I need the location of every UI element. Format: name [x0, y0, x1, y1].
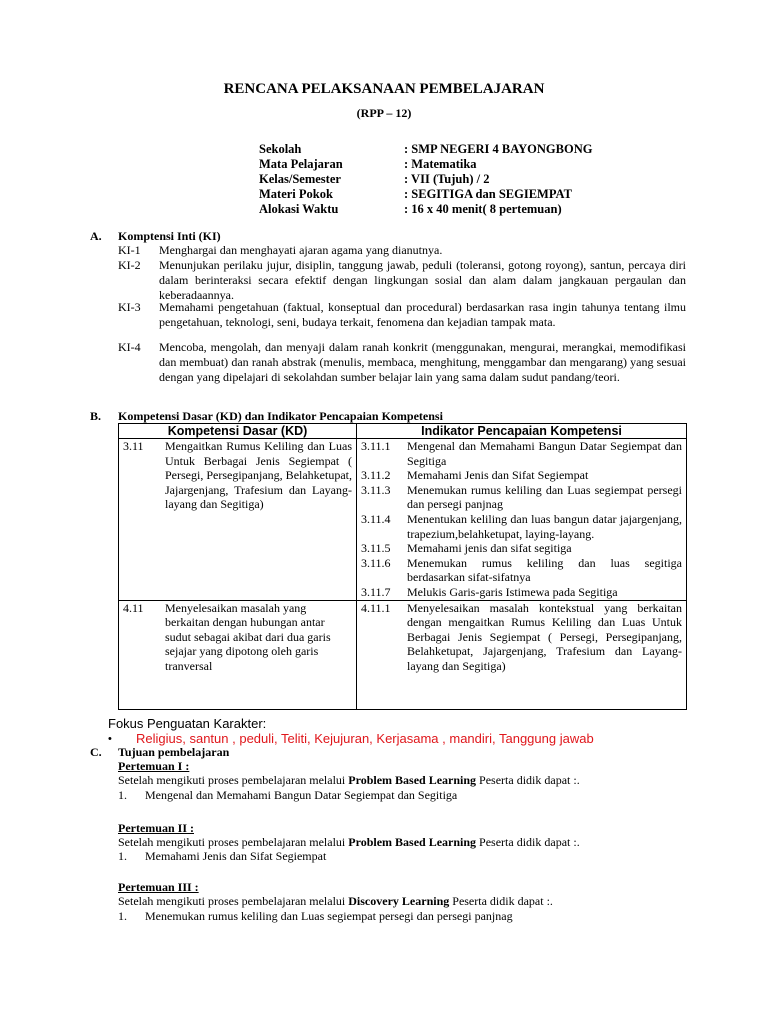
meeting-item-number: 1. [118, 849, 127, 863]
indicator-code: 3.11.4 [361, 511, 391, 526]
section-b-heading: Kompetensi Dasar (KD) dan Indikator Pencapaian Kompetensi [118, 409, 443, 423]
indicator-code: 3.11.6 [361, 555, 391, 570]
indicator-text: Memahami Jenis dan Sifat Segiempat [407, 468, 589, 483]
indicator-text: Memahami jenis dan sifat segitiga [407, 541, 572, 556]
meeting-item-number: 1. [118, 788, 127, 802]
section-c-heading: Tujuan pembelajaran [118, 745, 230, 759]
indicator-code: 3.11.1 [361, 439, 391, 453]
kd-cell [119, 439, 357, 601]
indicator-item [361, 512, 682, 541]
section-c-letter: C. [90, 745, 102, 759]
meeting-title: Pertemuan I : [118, 759, 190, 773]
meeting-title: Pertemuan III : [118, 880, 199, 894]
indicator-text: Menyelesaikan masalah kontekstual yang berkaitan dengan mengaitkan Rumus Keliling dan Luas Untuk Berbagai Jenis Segiempat ( Persegi, Persegipanjang, Belahketupat, Jajargenjang, Trafesium dan Layang-layang dan Segitiga) [407, 600, 682, 673]
learning-method: Discovery Learning [348, 894, 450, 908]
indicator-item [361, 601, 682, 674]
indicator-text: Mengenal dan Memahami Bangun Datar Segiempat dan Segitiga [407, 439, 682, 468]
ki-text: Menghargai dan menghayati ajaran agama yang dianutnya. [159, 243, 443, 257]
identity-value: : SMP NEGERI 4 BAYONGBONG [404, 142, 593, 156]
meeting-title: Pertemuan II : [118, 821, 194, 835]
indicator-item [361, 483, 682, 512]
identity-label: Alokasi Waktu [259, 202, 339, 216]
indicator-cell [357, 600, 687, 709]
indicator-code: 4.11.1 [361, 600, 391, 615]
identity-value: : VII (Tujuh) / 2 [404, 172, 490, 186]
bullet-icon: • [108, 733, 112, 745]
kd-text: Menyelesaikan masalah yang berkaitan dengan hubungan antar sudut sebagai akibat dari dua garis sejajar yang dipotong oleh garis tranversal [165, 600, 331, 673]
ki-text: Mencoba, mengolah, dan menyaji dalam ranah konkrit (menggunakan, mengurai, merangkai, memodifikasi dan membuat) dan ranah abstrak (menulis, membaca, menghitung, menggambar dan mengarang) yang sesuai dengan yang dipelajari di sekolahdan sumber belajar lain yang sama dalam sudut pandang/teori. [159, 340, 686, 385]
table-row [119, 439, 687, 601]
kd-item [123, 439, 352, 512]
ki-text: Memahami pengetahuan (faktual, konseptual dan procedural) berdasarkan rasa ingin tahunya tentang ilmu pengetahuan, teknologi, seni, budaya terkait, fenomena dan kejadian tampak mata. [159, 300, 686, 330]
identity-label: Kelas/Semester [259, 172, 341, 186]
table-row [119, 600, 687, 709]
ki-code: KI-3 [118, 300, 141, 314]
meeting-intro: Setelah mengikuti proses pembelajaran melalui Problem Based Learning Peserta didik dapat :. [118, 773, 580, 787]
indicator-item [361, 468, 682, 483]
meeting-item: Menemukan rumus keliling dan Luas segiempat persegi dan persegi panjnag [145, 909, 513, 923]
kd-cell [119, 600, 357, 709]
kd-item [123, 601, 352, 674]
table-header-indicator: Indikator Pencapaian Kompetensi [357, 424, 687, 439]
ki-code: KI-1 [118, 243, 141, 257]
indicator-code: 3.11.7 [361, 584, 391, 599]
identity-value: : Matematika [404, 157, 477, 171]
table-header-row [119, 424, 687, 439]
indicator-item [361, 585, 682, 600]
meeting-item-number: 1. [118, 909, 127, 923]
ki-code: KI-4 [118, 340, 141, 354]
indicator-text: Menentukan keliling dan luas bangun datar jajargenjang, trapezium,belahketupat, laying-layang. [407, 511, 682, 541]
kd-code: 4.11 [123, 600, 144, 615]
indicator-item [361, 556, 682, 585]
meeting-intro: Setelah mengikuti proses pembelajaran melalui Problem Based Learning Peserta didik dapat :. [118, 835, 580, 849]
meeting-item: Mengenal dan Memahami Bangun Datar Segiempat dan Segitiga [145, 788, 458, 802]
indicator-text: Melukis Garis-garis Istimewa pada Segitiga [407, 584, 618, 599]
meeting-item: Memahami Jenis dan Sifat Segiempat [145, 849, 327, 863]
document-subtitle: (RPP – 12) [356, 106, 412, 120]
indicator-item [361, 541, 682, 556]
document-title: RENCANA PELAKSANAAN PEMBELAJARAN [223, 81, 545, 97]
indicator-text: Menemukan rumus keliling dan Luas segiempat persegi dan persegi panjnag [407, 482, 682, 512]
meeting-intro: Setelah mengikuti proses pembelajaran melalui Discovery Learning Peserta didik dapat :. [118, 894, 553, 908]
identity-label: Materi Pokok [259, 187, 333, 201]
competency-table [118, 423, 687, 710]
section-a-heading: Komptensi Inti (KI) [118, 229, 221, 243]
indicator-text: Menemukan rumus keliling dan luas segitiga berdasarkan sifat-sifatnya [407, 555, 682, 585]
ki-text: Menunjukan perilaku jujur, disiplin, tanggung jawab, peduli (toleransi, gotong royong), santun, percaya diri dalam berinteraksi secara efektif dengan lingkungan sosial dan alam dalam jangkauan pergaulan dan keberadaannya. [159, 258, 686, 303]
indicator-item [361, 439, 682, 468]
kd-text: Mengaitkan Rumus Keliling dan Luas Untuk Berbagai Jenis Segiempat ( Persegi, Persegipanjang, Belahketupat, Jajargenjang, Trafesium dan Layang-layang dan Segitiga) [165, 439, 352, 512]
identity-value: : 16 x 40 menit( 8 pertemuan) [404, 202, 562, 216]
learning-method: Problem Based Learning [348, 835, 477, 849]
section-a-letter: A. [90, 229, 102, 243]
identity-value: : SEGITIGA dan SEGIEMPAT [404, 187, 572, 201]
indicator-code: 3.11.2 [361, 468, 391, 483]
identity-label: Sekolah [259, 142, 302, 156]
ki-code: KI-2 [118, 258, 141, 272]
fokus-values: Religius, santun , peduli, Teliti, Kejujuran, Kerjasama , mandiri, Tanggung jawab [136, 731, 594, 746]
fokus-label: Fokus Penguatan Karakter: [108, 716, 267, 731]
indicator-code: 3.11.3 [361, 482, 391, 497]
section-b-letter: B. [90, 409, 102, 423]
identity-label: Mata Pelajaran [259, 157, 343, 171]
learning-method: Problem Based Learning [348, 773, 477, 787]
indicator-code: 3.11.5 [361, 541, 391, 556]
table-header-kd: Kompetensi Dasar (KD) [119, 424, 357, 439]
indicator-cell [357, 439, 687, 601]
kd-code: 3.11 [123, 439, 144, 453]
